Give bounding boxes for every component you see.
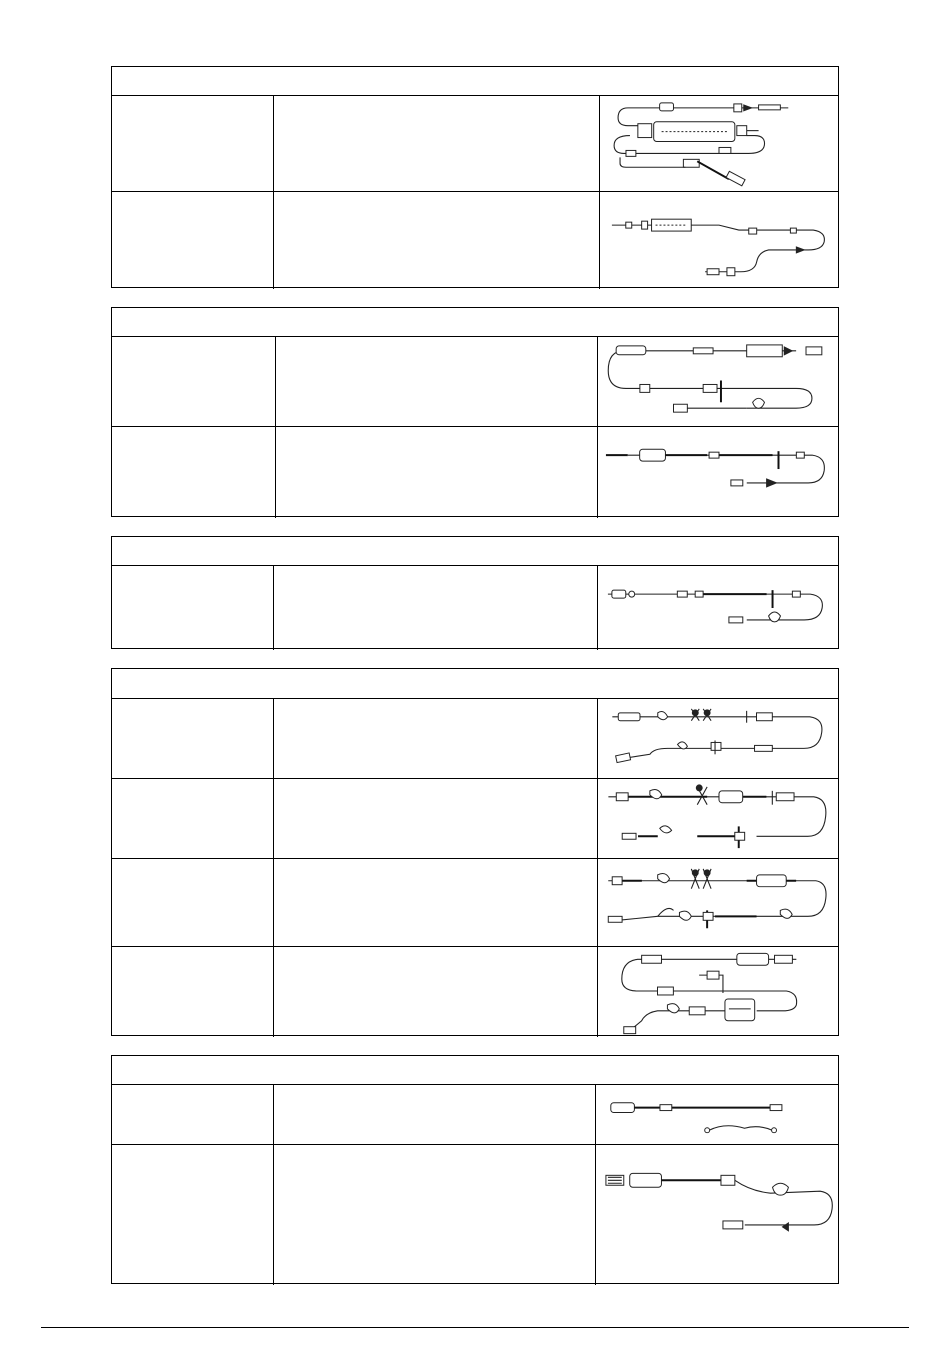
table-header — [112, 308, 838, 337]
extension-set-icon — [596, 1085, 838, 1144]
table-row — [112, 427, 838, 518]
table-row — [112, 779, 838, 859]
table-header — [112, 669, 838, 699]
product-name-cell — [112, 859, 274, 946]
table-row — [112, 192, 838, 289]
table-row — [112, 96, 838, 192]
infusion-set-double-y-icon — [598, 779, 838, 858]
product-description-cell — [274, 192, 600, 289]
product-table-3 — [111, 536, 839, 649]
product-name-cell — [112, 947, 274, 1037]
infusion-set-chamber-icon — [598, 337, 838, 426]
product-description-cell — [274, 859, 598, 946]
product-table-1 — [111, 66, 839, 288]
infusion-set-burette-long-icon — [600, 192, 838, 289]
infusion-set-y-site-icon — [598, 699, 838, 778]
table-row — [112, 1085, 838, 1145]
product-description-cell — [274, 947, 598, 1037]
product-name-cell — [112, 427, 276, 518]
table-row — [112, 699, 838, 779]
table-header — [112, 537, 838, 566]
infusion-set-light-protected-icon — [598, 427, 838, 518]
product-table-5 — [111, 1055, 839, 1284]
table-row — [112, 859, 838, 947]
table-header — [112, 1056, 838, 1085]
product-name-cell — [112, 1085, 274, 1144]
product-description-cell — [276, 427, 598, 518]
product-name-cell — [112, 566, 274, 650]
product-name-cell — [112, 192, 274, 289]
product-description-cell — [274, 1145, 596, 1285]
table-header — [112, 67, 838, 96]
product-description-cell — [276, 337, 598, 426]
table-row — [112, 947, 838, 1037]
product-name-cell — [112, 337, 276, 426]
product-description-cell — [274, 96, 600, 191]
infusion-set-burette-icon — [600, 96, 838, 191]
product-table-2 — [111, 307, 839, 517]
infusion-set-multi-y-icon — [598, 859, 838, 946]
product-description-cell — [274, 699, 598, 778]
product-name-cell — [112, 699, 274, 778]
product-description-cell — [274, 779, 598, 858]
product-table-4 — [111, 668, 839, 1036]
product-name-cell — [112, 96, 274, 191]
table-row — [112, 337, 838, 427]
product-name-cell — [112, 779, 274, 858]
table-row — [112, 1145, 838, 1285]
product-description-cell — [274, 1085, 596, 1144]
transfusion-set-icon — [596, 1145, 838, 1285]
infusion-set-bag-icon — [598, 947, 838, 1037]
infusion-set-basic-icon — [598, 566, 838, 650]
table-row — [112, 566, 838, 650]
product-name-cell — [112, 1145, 274, 1285]
product-description-cell — [274, 566, 598, 650]
footer-divider — [41, 1327, 909, 1328]
